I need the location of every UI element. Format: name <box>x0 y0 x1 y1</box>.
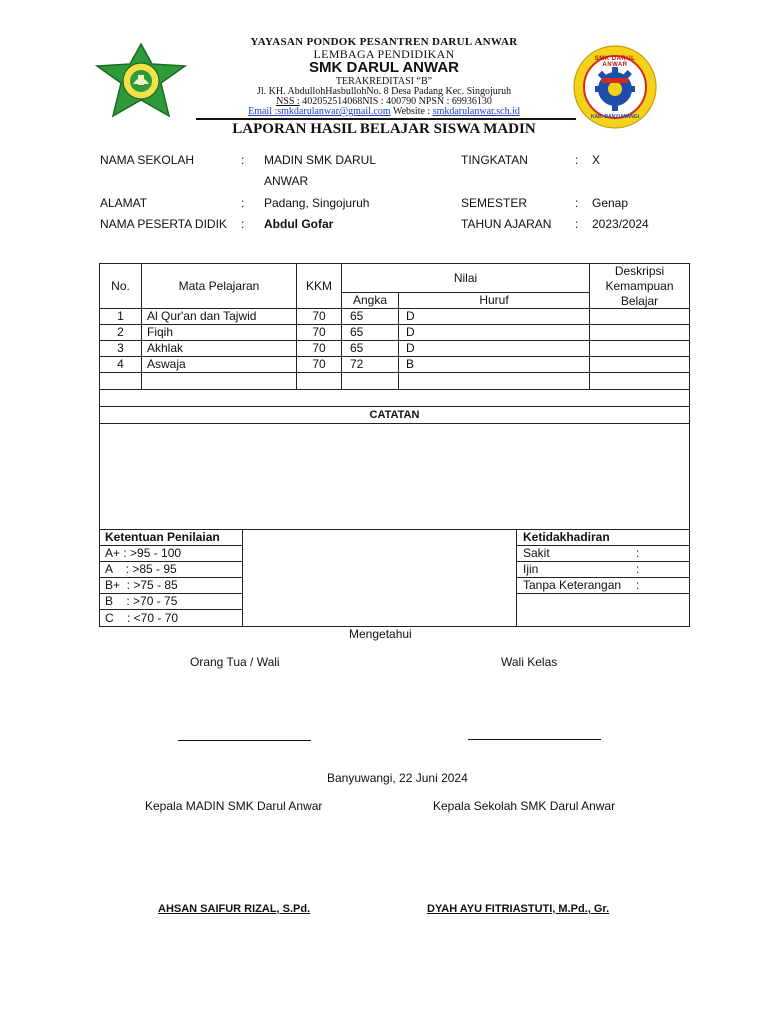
address-value: Padang, Singojuruh <box>264 196 370 210</box>
head-madin-title: Kepala MADIN SMK Darul Anwar <box>145 799 323 813</box>
table-cell-angka: 65 <box>341 324 399 341</box>
school-name: SMK DARUL ANWAR <box>309 59 459 76</box>
header-nilai: Nilai <box>341 263 590 293</box>
right-logo-subtext: KAB. BANYUWANGI <box>590 114 640 120</box>
semester-label: SEMESTER <box>461 196 528 210</box>
table-cell-kkm: 70 <box>296 308 342 325</box>
colon: : <box>241 153 245 167</box>
middle-blank-box <box>242 529 517 627</box>
header-subject: Mata Pelajaran <box>141 263 297 309</box>
assessment-item: B : >70 - 75 <box>99 593 243 610</box>
absence-unexcused-row <box>516 577 690 594</box>
table-cell-kkm <box>296 372 342 390</box>
assessment-item: A+ : >95 - 100 <box>99 545 243 562</box>
table-cell-desc <box>589 324 690 341</box>
header-kkm: KKM <box>296 263 342 309</box>
colon: : <box>575 217 579 231</box>
school-address: Jl. KH. AbdullohHasbullohNo. 8 Desa Padang Kec. Singojuruh <box>256 86 512 97</box>
absence-permit-label: Ijin <box>523 562 539 576</box>
parent-signature-line <box>178 740 311 741</box>
table-cell-huruf: B <box>398 356 590 373</box>
absence-blank <box>516 593 690 627</box>
email-link[interactable]: smkdarulanwar@gmail.com <box>277 106 391 117</box>
table-cell-subject: Aswaja <box>141 356 297 373</box>
table-cell-subject <box>141 372 297 390</box>
absence-permit-row <box>516 561 690 578</box>
year-label: TAHUN AJARAN <box>461 217 552 231</box>
table-cell-no: 3 <box>99 340 142 357</box>
table-cell-angka: 65 <box>341 340 399 357</box>
table-cell-subject: Fiqih <box>141 324 297 341</box>
table-cell-desc <box>589 340 690 357</box>
year-value: 2023/2024 <box>592 217 649 231</box>
colon: : <box>575 196 579 210</box>
school-value: MADIN SMK DARUL <box>264 153 377 167</box>
head-school-title: Kepala Sekolah SMK Darul Anwar <box>433 799 616 813</box>
foundation-name: YAYASAN PONDOK PESANTREN DARUL ANWAR <box>250 36 518 48</box>
semester-value: Genap <box>592 196 629 210</box>
header-huruf: Huruf <box>398 292 590 309</box>
table-cell-no <box>99 372 142 390</box>
table-cell-kkm: 70 <box>296 324 342 341</box>
school-label: NAMA SEKOLAH <box>100 153 195 167</box>
nss-values: 402052514068NIS : 400790 NPSN : 69936130 <box>299 96 492 107</box>
assessment-title: Ketentuan Penilaian <box>99 529 243 546</box>
place-date: Banyuwangi, 22 Juni 2024 <box>327 771 468 785</box>
table-cell-huruf: D <box>398 308 590 325</box>
website-link[interactable]: smkdarulanwar.sch.id <box>432 106 520 117</box>
table-cell-no: 4 <box>99 356 142 373</box>
report-title: LAPORAN HASIL BELAJAR SISWA MADIN <box>232 121 536 137</box>
table-cell-desc <box>589 356 690 373</box>
accreditation: TERAKREDITASI “B” <box>335 76 433 87</box>
colon: : <box>636 546 640 560</box>
table-cell-angka: 72 <box>341 356 399 373</box>
assessment-item: B+ : >75 - 85 <box>99 577 243 594</box>
table-cell-huruf <box>398 372 590 390</box>
student-label: NAMA PESERTA DIDIK <box>100 217 227 231</box>
header-description: Deskripsi Kemampuan Belajar <box>589 263 690 309</box>
institution-name: LEMBAGA PENDIDIKAN <box>313 47 455 61</box>
header-angka: Angka <box>341 292 399 309</box>
table-cell-kkm: 70 <box>296 340 342 357</box>
letterhead-divider <box>196 118 576 120</box>
website-label: Website : <box>390 106 433 117</box>
absence-unexcused-label: Tanpa Keterangan <box>523 578 622 592</box>
table-cell-desc <box>589 372 690 390</box>
head-school-name: DYAH AYU FITRIASTUTI, M.Pd., Gr. <box>427 903 610 915</box>
nss-label: NSS : <box>276 96 300 107</box>
colon: : <box>636 578 640 592</box>
school-contact <box>0 106 768 117</box>
table-cell-no: 1 <box>99 308 142 325</box>
email-label: Email : <box>248 106 278 117</box>
colon: : <box>575 153 579 167</box>
absence-sick-row <box>516 545 690 562</box>
address-label: ALAMAT <box>100 196 148 210</box>
notes-header: CATATAN <box>99 406 690 424</box>
notes-box <box>99 423 690 530</box>
homeroom-label: Wali Kelas <box>501 655 558 669</box>
colon: : <box>241 217 245 231</box>
table-cell-angka <box>341 372 399 390</box>
header-no: No. <box>99 263 142 309</box>
student-value: Abdul Gofar <box>264 217 334 231</box>
table-cell-subject: Akhlak <box>141 340 297 357</box>
school-value-cont: ANWAR <box>264 174 309 188</box>
head-madin-name: AHSAN SAIFUR RIZAL, S.Pd. <box>158 903 311 915</box>
homeroom-signature-line <box>468 739 601 740</box>
table-cell-angka: 65 <box>341 308 399 325</box>
table-cell-subject: Al Qur'an dan Tajwid <box>141 308 297 325</box>
assessment-item: A : >85 - 95 <box>99 561 243 578</box>
table-cell-desc <box>589 308 690 325</box>
table-cell-kkm: 70 <box>296 356 342 373</box>
absence-title: Ketidakhadiran <box>516 529 690 546</box>
assessment-item: C : <70 - 70 <box>99 609 243 627</box>
table-cell-no: 2 <box>99 324 142 341</box>
right-logo-text: SMK DARUL ANWAR <box>594 56 636 68</box>
acknowledged-label: Mengetahui <box>349 627 412 641</box>
table-cell-huruf: D <box>398 340 590 357</box>
colon: : <box>636 562 640 576</box>
table-spacer-row <box>99 389 690 407</box>
table-cell-huruf: D <box>398 324 590 341</box>
absence-sick-label: Sakit <box>523 546 550 560</box>
colon: : <box>241 196 245 210</box>
grade-value: X <box>592 153 601 167</box>
parent-label: Orang Tua / Wali <box>190 655 280 669</box>
grade-label: TINGKATAN <box>461 153 528 167</box>
